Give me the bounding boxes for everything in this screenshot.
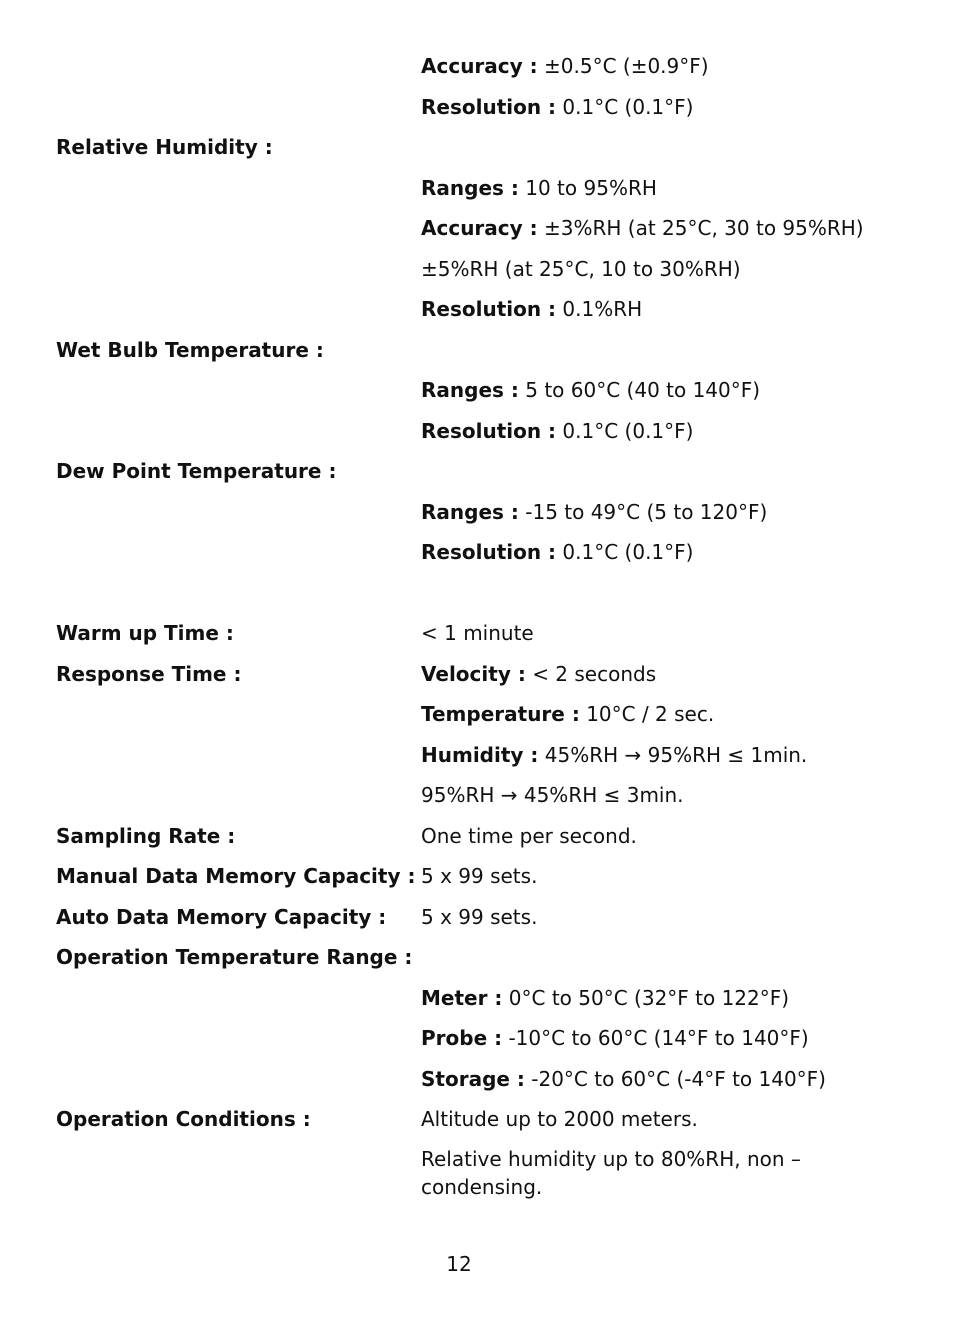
spec-value-cell [421, 532, 861, 573]
spec-value: ±0.5°C (±0.9°F) [544, 54, 709, 78]
spec-row [0, 1059, 954, 1100]
spec-value: -15 to 49°C (5 to 120°F) [525, 499, 768, 524]
spec-label: Auto Data Memory Capacity : [56, 904, 387, 929]
spec-label: Wet Bulb Temperature : [56, 337, 324, 362]
spec-label: Manual Data Memory Capacity : [56, 864, 416, 888]
spec-value-cell [421, 168, 861, 209]
spec-label: Relative Humidity : [56, 135, 273, 159]
spec-value: 5 x 99 sets. [421, 904, 538, 929]
spec-value-cell [421, 492, 861, 533]
spec-row [0, 735, 954, 776]
spec-key: Resolution : [421, 94, 557, 119]
spec-row [0, 1099, 954, 1140]
spec-value: 0.1°C (0.1°F) [562, 418, 694, 443]
spec-value-cell [421, 370, 861, 411]
spec-key: Meter : [421, 985, 503, 1010]
spec-value: -20°C to 60°C (-4°F to 140°F) [531, 1066, 826, 1091]
spec-value: Altitude up to 2000 meters. [421, 1107, 698, 1131]
spec-value: One time per second. [421, 823, 637, 848]
spec-value: < 2 seconds [532, 661, 657, 686]
spec-row [0, 208, 954, 249]
spec-value-cell [421, 897, 861, 938]
spec-value-cell [421, 856, 861, 897]
spec-row [0, 937, 954, 978]
spec-value: Relative humidity up to 80%RH, non – condensing. [421, 1146, 801, 1199]
spec-row [0, 87, 954, 128]
spec-value-cell [421, 654, 861, 695]
spec-value-cell [421, 46, 861, 87]
spec-value: 10°C / 2 sec. [586, 702, 715, 726]
spec-key: Accuracy : [421, 54, 538, 78]
spec-value-cell [421, 208, 864, 249]
spec-row-spacer [0, 573, 954, 614]
spec-value: 95%RH → 45%RH ≤ 3min. [421, 783, 684, 807]
spec-value-cell [421, 289, 861, 330]
spec-row [0, 46, 954, 87]
spec-value: 0.1°C (0.1°F) [562, 94, 694, 119]
spec-value-cell [421, 411, 861, 452]
spec-value-cell [421, 1018, 861, 1059]
spec-value-cell [421, 694, 861, 735]
spec-value: -10°C to 60°C (14°F to 140°F) [508, 1026, 809, 1050]
spec-key: Resolution : [421, 540, 557, 564]
spec-row [0, 978, 954, 1019]
spec-key: Storage : [421, 1066, 525, 1091]
spec-value-cell [421, 1099, 861, 1140]
spec-value: 5 to 60°C (40 to 140°F) [525, 378, 761, 402]
spec-row [0, 816, 954, 857]
spec-value-cell [421, 87, 861, 128]
spec-label: Dew Point Temperature : [56, 459, 337, 483]
spec-key: Velocity : [421, 661, 526, 686]
spec-row [0, 897, 954, 938]
spec-row [0, 1018, 954, 1059]
spec-value-cell [421, 816, 861, 857]
spec-value: 0°C to 50°C (32°F to 122°F) [508, 985, 790, 1010]
spec-value: < 1 minute [421, 621, 534, 645]
spec-row [0, 856, 954, 897]
spec-key: Resolution : [421, 297, 557, 321]
spec-key: Probe : [421, 1026, 503, 1050]
spec-row [0, 330, 954, 371]
spec-value-cell [421, 978, 861, 1019]
spec-key: Ranges : [421, 175, 519, 200]
spec-value: 10 to 95%RH [525, 175, 657, 200]
spec-value: 0.1°C (0.1°F) [562, 540, 694, 564]
spec-value-cell [421, 735, 861, 776]
spec-row [0, 370, 954, 411]
spec-row [0, 532, 954, 573]
spec-row [0, 1140, 954, 1199]
spec-value: ±5%RH (at 25°C, 10 to 30%RH) [421, 256, 741, 281]
spec-row [0, 613, 954, 654]
spec-value-cell [421, 1145, 861, 1201]
spec-value: 0.1%RH [562, 297, 643, 321]
spec-key: Ranges : [421, 499, 519, 524]
spec-row [0, 694, 954, 735]
spec-value-cell [421, 1059, 861, 1100]
spec-key: Temperature : [421, 702, 580, 726]
spec-value-cell [421, 249, 861, 290]
spec-value: 5 x 99 sets. [421, 864, 538, 888]
spec-key: Humidity : [421, 742, 539, 767]
spec-row [0, 168, 954, 209]
spec-key: Ranges : [421, 378, 519, 402]
spec-label: Response Time : [56, 661, 242, 686]
spec-label: Sampling Rate : [56, 823, 236, 848]
spec-key: Accuracy : [421, 216, 538, 240]
spec-value: ±3%RH (at 25°C, 30 to 95%RH) [544, 216, 864, 240]
spec-label: Operation Temperature Range : [56, 945, 413, 969]
spec-row [0, 411, 954, 452]
spec-row [0, 492, 954, 533]
spec-value-cell [421, 613, 861, 654]
spec-key: Resolution : [421, 418, 557, 443]
spec-label: Operation Conditions : [56, 1107, 311, 1131]
spec-row [0, 775, 954, 816]
spec-row [0, 451, 954, 492]
spec-row [0, 249, 954, 290]
spec-list [0, 46, 954, 1199]
spec-row [0, 654, 954, 695]
spec-label: Warm up Time : [56, 621, 234, 645]
spec-value: 45%RH → 95%RH ≤ 1min. [544, 742, 808, 767]
page-number: 12 [446, 1252, 472, 1276]
spec-row [0, 289, 954, 330]
spec-row [0, 127, 954, 168]
spec-value-cell [421, 775, 861, 816]
